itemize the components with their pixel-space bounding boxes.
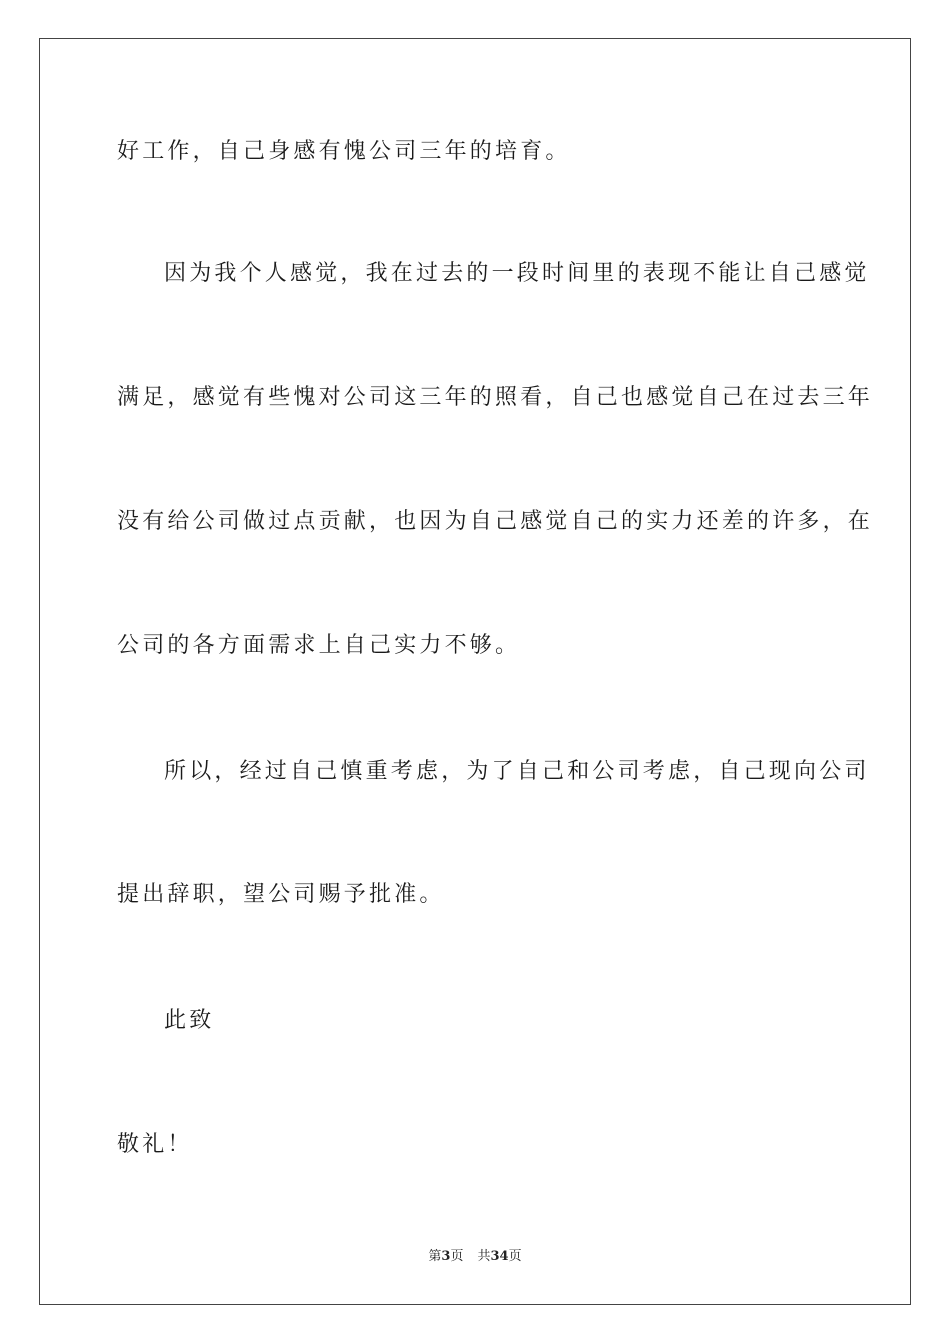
footer-total-prefix: 共: [477, 1249, 491, 1264]
body-line-4: 没有给公司做过点贡献，也因为自己感觉自己的实力还差的许多，在: [117, 509, 874, 534]
footer-page-prefix: 第: [428, 1249, 442, 1264]
body-line-6: 所以，经过自己慎重考虑，为了自己和公司考虑，自己现向公司: [164, 759, 870, 784]
body-line-2: 因为我个人感觉，我在过去的一段时间里的表现不能让自己感觉: [164, 261, 870, 286]
footer-total-pages: 34: [490, 1249, 509, 1264]
body-line-1: 好工作，自己身感有愧公司三年的培育。: [117, 139, 571, 164]
body-line-7: 提出辞职，望公司赐予批准。: [117, 882, 445, 907]
footer-total-suffix: 页: [508, 1249, 522, 1264]
page-footer: [0, 1248, 950, 1266]
body-line-5: 公司的各方面需求上自己实力不够。: [117, 633, 521, 658]
closing-salutation: 此致: [164, 1008, 215, 1033]
footer-page-number: 3: [441, 1249, 451, 1264]
body-line-3: 满足，感觉有些愧对公司这三年的照看，自己也感觉自己在过去三年: [117, 385, 874, 410]
footer-page-suffix: 页: [450, 1249, 464, 1264]
closing-regards: 敬礼！: [117, 1132, 193, 1157]
page-border: [39, 38, 911, 1305]
